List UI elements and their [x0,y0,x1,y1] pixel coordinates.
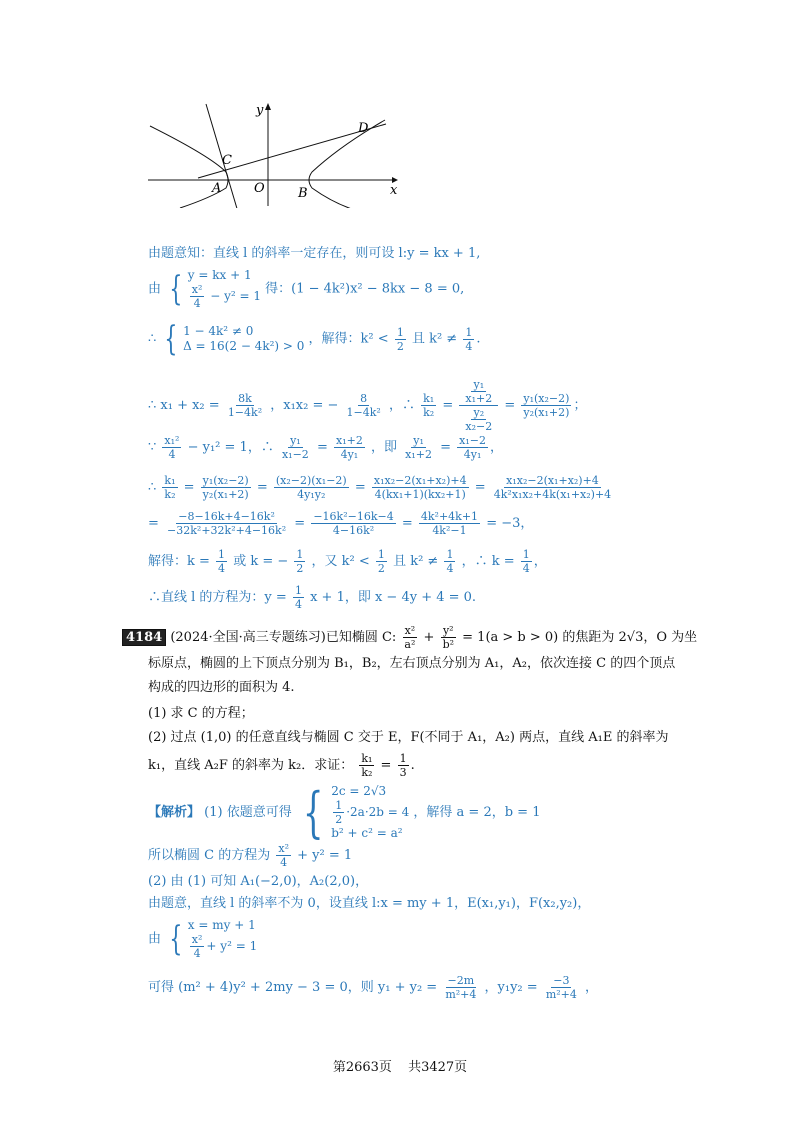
sol-l2-pre: 由 [148,281,162,297]
problem-line-1: 4184 (2024·全国·高三专题练习)已知椭圆 C: $\frac{\text{x²}}{\text{a²}}$ + $\frac{\text{y²}}{\text{b²}}$ = 1(a > b > 0) 的焦距为 2√3，O 为坐 [122,624,697,651]
analysis-tag: 【解析】 [148,805,201,820]
page-total: 共3427页 [408,1060,468,1075]
problem-line-2: 标原点，椭圆的上下顶点分别为 B₁，B₂，左右顶点分别为 A₁，A₂，依次连接 C 的四个顶点 [148,656,676,671]
sol-line-1: 由题意知：直线 l 的斜率一定存在，则可设 l:y = kx + 1, [148,246,481,261]
brace-icon: { [169,269,183,309]
sol-line-5: ∵ $\frac{\text{x₁²}}{4}$ − y₁² = 1，∴ $\frac{\text{y₁}}{\text{x₁−2}}$ = $\frac{\text{x₁+2}}{\text{4y₁}}$ ，即 $\frac{\text{y₁}}{\text{x₁+2}}$ = $\frac{\text{x₁−2}}{\text{4y₁}}$ ， [148,434,503,461]
hyperbola-right-branch [309,120,385,208]
problem-q2b: k₁，直线 A₂F 的斜率为 k₂．求证： $\frac{\text{k₁}}{\text{k₂}}$ = $\frac{1}{3}$ . [148,752,415,779]
analysis-line-6: 可得 (m² + 4)y² + 2my − 3 = 0，则 y₁ + y₂ = $\frac{-2m}{\text{m²+4}}$ ，y₁y₂ = $\frac{-3}{\text{m²+4}}$ ， [148,974,599,1001]
brace-icon: { [164,319,178,359]
sol-l3-row1: 1 − 4k² ≠ 0 [183,324,254,338]
sol-l2-post: 得：(1 − 4k²)x² − 8kx − 8 = 0, [265,281,465,297]
page-number: 第2663页 [332,1060,392,1075]
analysis-system-2: { x = my + 1 $\frac{\text{x²}}{4}$ + y² = 1 [169,918,258,960]
sol-l3-post: ，解得：k² < [308,331,389,347]
brace-icon: { [302,780,324,844]
sol-l3-mid: 且 k² ≠ [411,331,458,347]
sol-l2-system [165,268,261,310]
problem-q1: (1) 求 C 的方程； [148,706,254,721]
brace-icon: { [169,919,183,959]
sol-line-7: = $\frac{\text{−8−16k+4−16k²}}{\text{−32k²+32k²+4−16k²}}$ = $\frac{\text{−16k²−16k−4}}{\text{4−16k²}}$ = $\frac{\text{4k²+4k+1}}{\text{4k²−1}}$ = −3， [148,510,534,537]
analysis-line-5: 由 { x = my + 1 $\frac{\text{x²}}{4}$ + y² = 1 [148,918,258,960]
sol-line-2 [148,268,464,310]
graph-figure [140,98,410,208]
analysis-line-4: 由题意，直线 l 的斜率不为 0，设直线 l:x = my + 1，E(x₁,y₁)，F(x₂,y₂)， [148,896,591,911]
label-y: y [256,103,264,118]
sol-line-4: ∴ x₁ + x₂ = $\frac{8k}{\text{1−4k²}}$ ，x₁x₂ = − $\frac{8}{\text{1−4k²}}$ ，∴ $\frac{\text{k₁}}{\text{k₂}}$ = $\frac{\frac{\text{y₁}}{\text{x₁+2}}}{\frac{\text{y₂}}{\text{x₂−2}}}$ = $\frac{\text{y₁(x₂−2)}}{\text{y₂(x₁+2)}}$ ； [148,378,587,433]
label-A: A [212,181,222,196]
page-footer [0,1056,800,1075]
label-O: O [254,181,265,196]
analysis-line-2: 所以椭圆 C 的方程为 $\frac{\text{x²}}{4}$ + y² = 1 [148,842,353,869]
problem-line-3: 构成的四边形的面积为 4. [148,680,295,695]
label-C: C [222,153,232,168]
sol-l2-row2: $\frac{\text{x²}}{4}$ − y² = 1 [191,283,262,310]
sol-line-3: ∴ { 1 − 4k² ≠ 0 Δ = 16(2 − 4k²) > 0 ，解得：k² < $\frac{1}{2}$ 且 k² ≠ $\frac{1}{4}$ . [148,319,481,359]
analysis-system-1: { 2c = 2√3 $\frac{1}{2}$ ·2a·2b = 4 b² + c² = a² [302,780,410,844]
problem-cond: = 1(a > b > 0) 的焦距为 2√3，O 为坐 [462,630,698,645]
sol-l3-system [160,319,305,359]
y-axis-arrow [265,103,271,110]
problem-q2a: (2) 过点 (1,0) 的任意直线与椭圆 C 交于 E，F(不同于 A₁，A₂) 两点，直线 A₁E 的斜率为 [148,730,669,745]
label-B: B [298,186,308,201]
sol-line-8: 解得：k = $\frac{1}{4}$ 或 k = − $\frac{1}{2}$ ，又 k² < $\frac{1}{2}$ 且 k² ≠ $\frac{1}{4}$ ，∴ k = $\frac{1}{4}$ ， [148,548,547,575]
problem-source: (2024·全国·高三专题练习)已知椭圆 C: [170,630,397,645]
sol-l3-pre: ∴ [148,331,157,347]
label-x: x [390,183,398,198]
sol-l2-row1: y = kx + 1 [187,268,252,282]
sol-line-9: ∴直线 l 的方程为：y = $\frac{1}{4}$ x + 1，即 x − 4y + 4 = 0. [148,584,477,611]
label-D: D [358,121,369,136]
sol-l3-row2: Δ = 16(2 − 4k²) > 0 [183,339,305,353]
analysis-line-1: 【解析】 (1) 依题意可得 { 2c = 2√3 $\frac{1}{2}$ ·2a·2b = 4 b² + c² = a² ，解得 a = 2，b = 1 [148,780,541,844]
analysis-line-3: (2) 由 (1) 可知 A₁(−2,0)，A₂(2,0)， [148,874,369,889]
sol-line-6: ∴ $\frac{\text{k₁}}{\text{k₂}}$ = $\frac{\text{y₁(x₂−2)}}{\text{y₂(x₁+2)}}$ = $\frac{\text{(x₂−2)(x₁−2)}}{\text{4y₁y₂}}$ = $\frac{\text{x₁x₂−2(x₁+x₂)+4}}{\text{4(kx₁+1)(kx₂+1)}}$ = $\frac{\text{x₁x₂−2(x₁+x₂)+4}}{\text{4k²x₁x₂+4k(x₁+x₂)+4}}$ [148,474,612,501]
problem-number: 4184 [122,629,166,646]
